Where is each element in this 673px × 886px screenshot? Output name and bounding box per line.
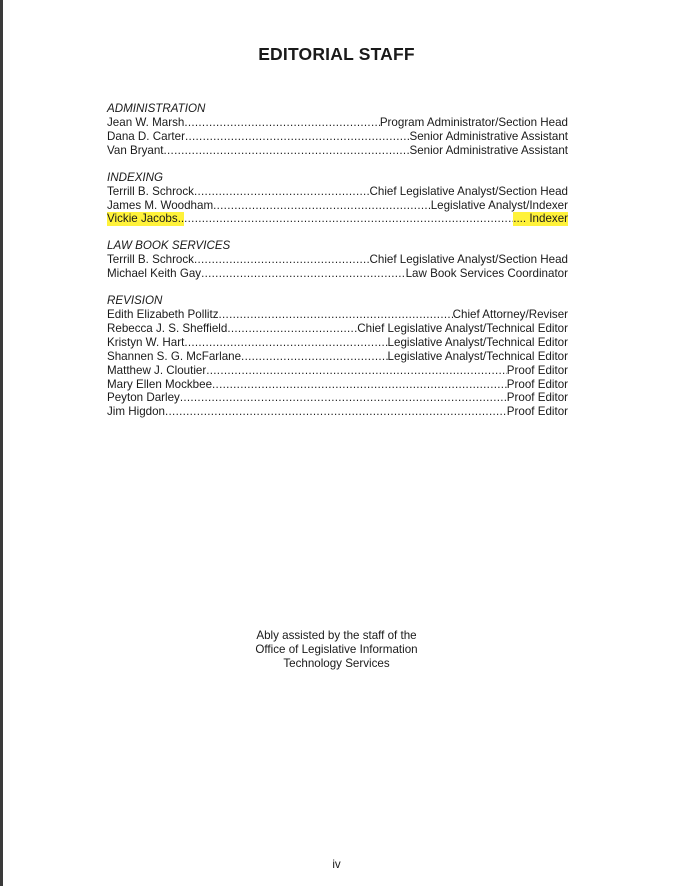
- dot-leader: [184, 212, 513, 226]
- staff-title: Proof Editor: [506, 391, 568, 405]
- staff-name: Matthew J. Cloutier: [107, 363, 207, 377]
- staff-title: Senior Administrative Assistant: [409, 143, 568, 157]
- dot-leader: [213, 199, 431, 213]
- footer-line: Office of Legislative Information: [255, 642, 418, 656]
- highlighted-staff-title: .... Indexer: [513, 212, 568, 226]
- staff-entry: [107, 144, 568, 158]
- staff-list: [107, 102, 568, 432]
- staff-name: Edith Elizabeth Pollitz: [107, 308, 219, 322]
- section-heading: REVISION: [107, 294, 163, 308]
- section-heading: LAW BOOK SERVICES: [107, 239, 231, 253]
- staff-name: Mary Ellen Mockbee: [107, 377, 213, 391]
- staff-entry: [107, 364, 568, 378]
- staff-entry: [107, 267, 568, 281]
- staff-name: Terrill B. Schrock: [107, 184, 194, 198]
- staff-name: Dana D. Carter: [107, 129, 185, 143]
- staff-name: Rebecca J. S. Sheffield: [107, 322, 228, 336]
- staff-entry: [107, 336, 568, 350]
- staff-name: Jim Higdon: [107, 405, 165, 419]
- staff-title: Legislative Analyst/Indexer: [430, 198, 568, 212]
- staff-entry-highlighted: [107, 212, 568, 226]
- staff-entry: [107, 199, 568, 213]
- dot-leader: [165, 405, 507, 419]
- page-left-border: [0, 0, 3, 886]
- staff-title: Chief Attorney/Reviser: [452, 308, 568, 322]
- staff-title: Proof Editor: [506, 405, 568, 419]
- dot-leader: [194, 185, 370, 199]
- dot-leader: [184, 336, 387, 350]
- staff-entry: [107, 130, 568, 144]
- dot-leader: [212, 378, 507, 392]
- section-administration: [107, 102, 568, 158]
- staff-title: Senior Administrative Assistant: [409, 129, 568, 143]
- staff-entry: [107, 350, 568, 364]
- page-title: EDITORIAL STAFF: [258, 44, 415, 64]
- staff-name: Jean W. Marsh: [107, 116, 185, 129]
- staff-name: James M. Woodham: [107, 198, 214, 212]
- staff-entry: [107, 322, 568, 336]
- page-number: iv: [332, 858, 341, 871]
- dot-leader: [164, 144, 410, 158]
- staff-name: Terrill B. Schrock: [107, 253, 194, 267]
- staff-title: Chief Legislative Analyst/Section Head: [369, 184, 568, 198]
- staff-entry: [107, 253, 568, 267]
- dot-leader: [227, 322, 357, 336]
- staff-title: Law Book Services Coordinator: [405, 267, 568, 281]
- staff-title: Legislative Analyst/Technical Editor: [387, 335, 568, 349]
- staff-title: Legislative Analyst/Technical Editor: [387, 349, 568, 363]
- staff-entry: [107, 116, 568, 130]
- highlighted-staff-name: Vickie Jacobs..: [107, 212, 185, 226]
- section-heading: ADMINISTRATION: [107, 102, 206, 115]
- staff-title: Chief Legislative Analyst/Technical Editor: [357, 322, 568, 336]
- staff-name: Shannen S. G. McFarlane: [107, 349, 242, 363]
- dot-leader: [184, 116, 380, 130]
- footer-line: Ably assisted by the staff of the: [256, 629, 417, 642]
- section-revision: [107, 294, 568, 419]
- staff-title: Indexer: [529, 212, 568, 226]
- dot-leader: [206, 364, 507, 378]
- staff-entry: [107, 391, 568, 405]
- staff-name: Vickie Jacobs: [107, 212, 178, 226]
- staff-title: Chief Legislative Analyst/Section Head: [369, 253, 568, 267]
- section-indexing: [107, 171, 568, 227]
- dot-leader: [219, 308, 453, 322]
- staff-title: Program Administrator/Section Head: [379, 116, 568, 129]
- section-law-book-services: [107, 239, 568, 281]
- staff-entry: [107, 185, 568, 199]
- dot-leader: [180, 391, 507, 405]
- section-heading: INDEXING: [107, 170, 164, 184]
- staff-entry: [107, 378, 568, 392]
- staff-entry: [107, 308, 568, 322]
- staff-name: Van Bryant: [107, 143, 164, 157]
- footer-note: [0, 629, 673, 670]
- staff-title: Proof Editor: [506, 377, 568, 391]
- staff-name: Michael Keith Gay: [107, 267, 202, 281]
- dot-leader: [185, 130, 410, 144]
- dot-leader: [201, 267, 406, 281]
- dot-leader: [194, 253, 370, 267]
- staff-name: Peyton Darley: [107, 391, 180, 405]
- dot-leader: [241, 350, 388, 364]
- staff-entry: [107, 405, 568, 419]
- footer-line: Technology Services: [283, 656, 390, 670]
- staff-name: Kristyn W. Hart: [107, 335, 185, 349]
- staff-title: Proof Editor: [506, 363, 568, 377]
